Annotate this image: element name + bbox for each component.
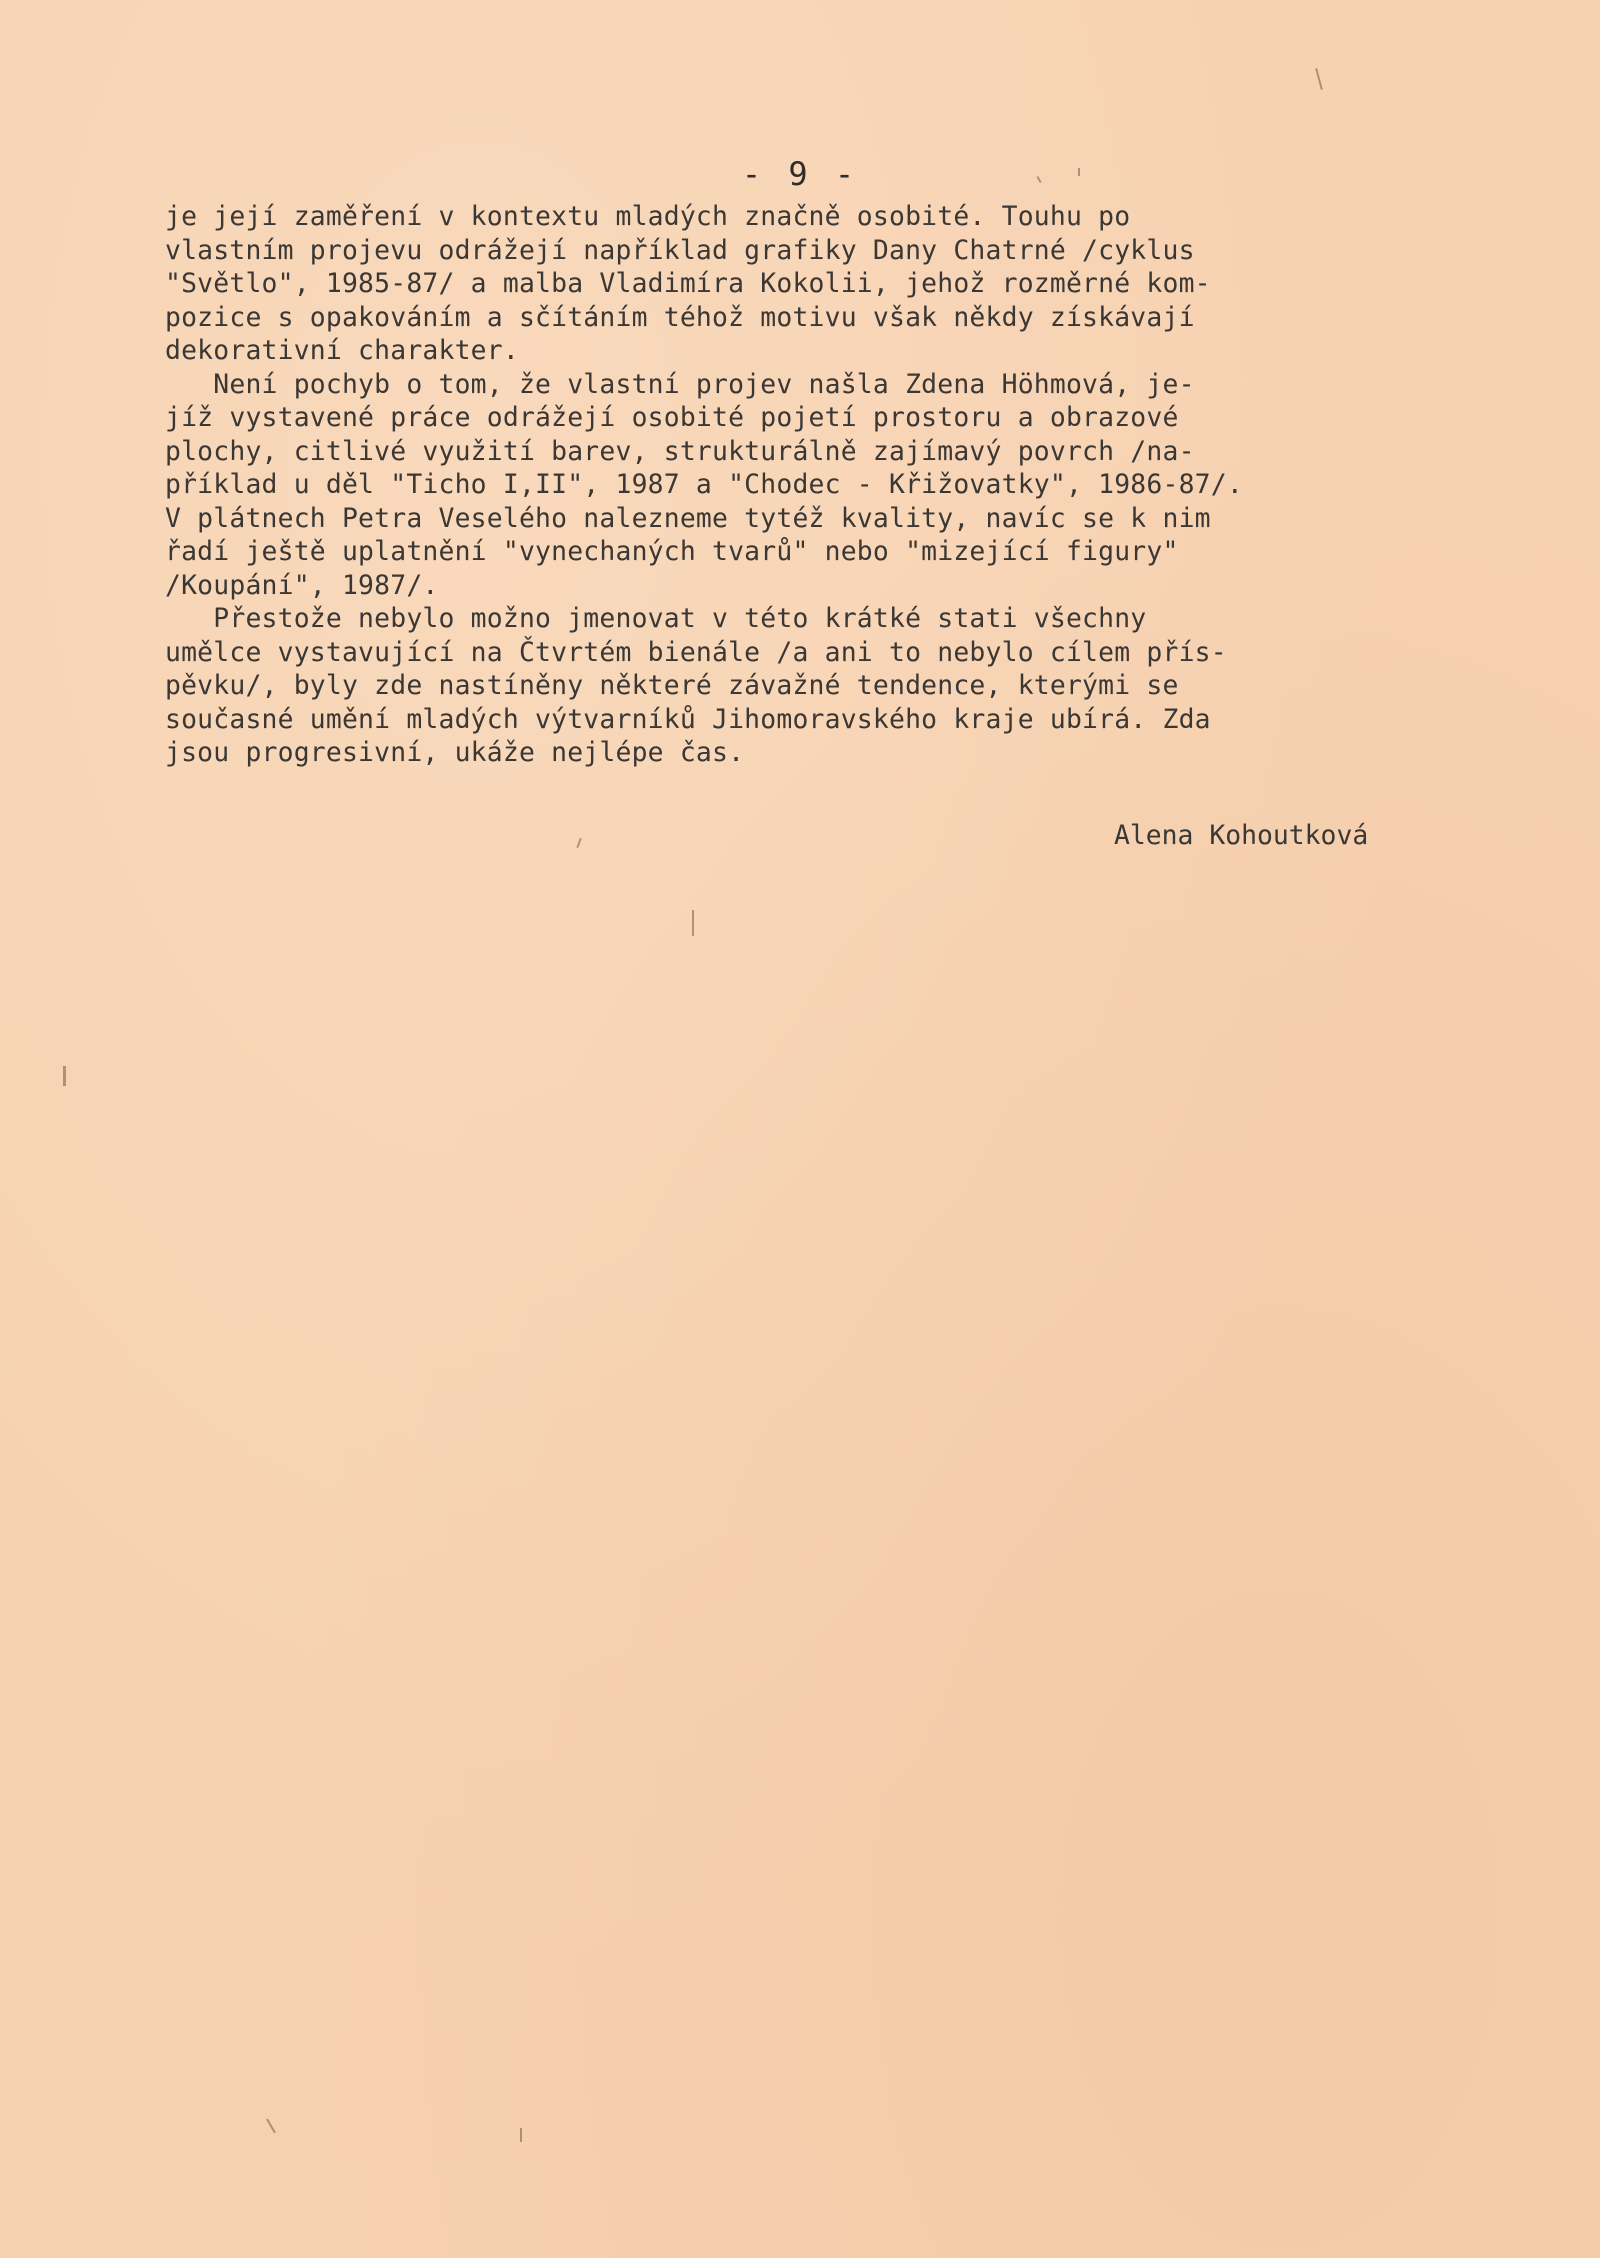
paper-speck: [692, 910, 694, 936]
paper-speck: [576, 838, 581, 848]
text-line: jsou progresivní, ukáže nejlépe čas.: [165, 737, 745, 768]
text-line: Není pochyb o tom, že vlastní projev našla Zdena Höhmová, je-: [165, 368, 1195, 400]
text-line: "Světlo", 1985-87/ a malba Vladimíra Kokolii, jehož rozměrné kom-: [165, 268, 1211, 299]
text-line: pěvku/, byly zde nastíněny některé závažné tendence, kterými se: [165, 670, 1179, 701]
text-line: vlastním projevu odrážejí například grafiky Dany Chatrné /cyklus: [165, 234, 1195, 266]
text-line: Přestože nebylo možno jmenovat v této krátké stati všechny: [165, 603, 1147, 634]
text-line: umělce vystavující na Čtvrtém bienále /a ani to nebylo cílem přís-: [165, 636, 1227, 668]
page-number: - 9 -: [741, 155, 859, 193]
paper-speck: [1078, 168, 1080, 176]
author-signature: Alena Kohoutková: [1114, 820, 1369, 851]
text-line: dekorativní charakter.: [165, 335, 519, 366]
text-line: pozice s opakováním a sčítáním téhož motivu však někdy získávají: [165, 301, 1195, 333]
text-line: jíž vystavené práce odrážejí osobité pojetí prostoru a obrazové: [165, 402, 1179, 433]
text-line: řadí ještě uplatnění "vynechaných tvarů" nebo "mizející figury": [165, 536, 1179, 567]
paper-speck: [1315, 68, 1323, 90]
text-line: V plátnech Petra Veselého nalezneme tytéž kvality, navíc se k nim: [165, 502, 1211, 534]
paper-speck: [266, 2119, 276, 2134]
paper-speck: [63, 1066, 66, 1086]
text-line: plochy, citlivé využití barev, strukturálně zajímavý povrch /na-: [165, 435, 1195, 467]
body-text: [165, 200, 1505, 770]
text-line: současné umění mladých výtvarníků Jihomoravského kraje ubírá. Zda: [165, 703, 1211, 735]
paper-speck: [520, 2128, 522, 2142]
text-line: /Koupání", 1987/.: [165, 569, 439, 601]
text-line: příklad u děl "Ticho I,II", 1987 a "Chodec - Křižovatky", 1986-87/.: [165, 469, 1243, 500]
text-line: je její zaměření v kontextu mladých značně osobité. Touhu po: [165, 201, 1131, 232]
